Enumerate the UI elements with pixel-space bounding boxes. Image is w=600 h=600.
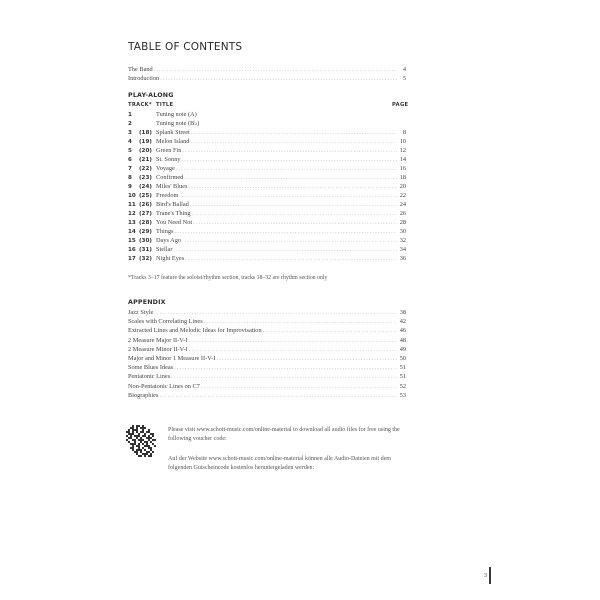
track-title: Days Ago <box>156 237 182 244</box>
footnote: *Tracks 3–17 feature the soloist/rhythm section, tracks 18–32 are rhythm section only <box>128 275 328 281</box>
appendix-entry <box>128 317 406 326</box>
track-page: 8 <box>402 129 406 136</box>
track-row <box>128 110 406 119</box>
dot-leader <box>190 137 397 146</box>
track-page: 20 <box>399 183 406 190</box>
track-title: Freedom <box>156 192 179 199</box>
entry-page: 49 <box>399 345 406 353</box>
entry-label: Jazz Style <box>128 309 154 316</box>
track-number: 10 <box>128 193 136 199</box>
track-row <box>128 236 406 245</box>
track-page: 32 <box>399 237 406 244</box>
rhythm-track-number: (22) <box>139 166 152 172</box>
column-header-track: TRACK* <box>128 102 152 108</box>
entry-label: Extracted Lines and Melodic Ideas for Improvisation <box>128 327 262 335</box>
track-title: Voyage <box>156 165 175 172</box>
track-title: Trane's Thing <box>156 210 191 217</box>
track-page: 24 <box>399 201 406 208</box>
appendix-entry <box>128 345 406 354</box>
toc-entry-introduction <box>128 74 406 83</box>
rhythm-track-number: (27) <box>139 211 152 217</box>
track-title: Green Fin <box>156 147 182 154</box>
track-row <box>128 245 406 254</box>
track-number: 8 <box>128 175 132 181</box>
dot-leader <box>204 317 397 326</box>
track-title: You Need Not <box>156 219 193 226</box>
entry-label: The Band <box>128 66 153 73</box>
track-row <box>128 155 406 164</box>
track-row <box>128 227 406 236</box>
entry-label: Major and Minor 1 Measure II-V-I <box>128 355 216 362</box>
appendix-entry <box>128 382 406 391</box>
entry-page: 46 <box>399 327 406 335</box>
rhythm-track-number: (18) <box>139 130 152 136</box>
track-page: 28 <box>399 219 406 226</box>
entry-page: 50 <box>399 355 406 362</box>
column-header-page: PAGE <box>392 102 409 108</box>
rhythm-track-number: (25) <box>139 193 152 199</box>
section-title-playalong: PLAY-ALONG <box>128 92 174 99</box>
track-title: St. Sonny <box>156 156 181 163</box>
dot-leader <box>191 128 397 137</box>
dot-leader <box>182 146 397 155</box>
entry-label: Pentatonic Lines <box>128 373 171 381</box>
track-page: 22 <box>399 192 406 199</box>
appendix-entry <box>128 336 406 345</box>
track-number: 14 <box>128 229 136 235</box>
dot-leader <box>192 209 397 218</box>
rhythm-track-number: (20) <box>139 148 152 154</box>
track-page: 18 <box>399 174 406 181</box>
rhythm-track-number: (29) <box>139 229 152 235</box>
dot-leader <box>171 372 397 381</box>
entry-label: Non-Pentatonic Lines on C7 <box>128 382 200 390</box>
track-row <box>128 164 406 173</box>
rhythm-track-number: (26) <box>139 202 152 208</box>
entry-label: Scales with Correlating Lines <box>128 318 203 326</box>
track-number: 12 <box>128 211 136 217</box>
track-title: Night Eyes <box>156 255 185 262</box>
entry-page: 52 <box>399 382 406 390</box>
track-title: Melon Island <box>156 138 190 145</box>
track-title: Things <box>156 228 174 235</box>
track-number: 4 <box>128 139 132 145</box>
dot-leader <box>174 363 397 372</box>
section-title-appendix: APPENDIX <box>128 299 166 306</box>
appendix-entry <box>128 308 406 317</box>
track-number: 9 <box>128 184 132 190</box>
track-title: Splank Street <box>156 129 190 136</box>
entry-label: Biographies <box>128 391 159 399</box>
dot-leader <box>188 182 397 191</box>
entry-page: 42 <box>399 318 406 326</box>
track-title: Stellar <box>156 246 173 253</box>
track-number: 15 <box>128 238 136 244</box>
entry-page: 48 <box>399 336 406 344</box>
track-row <box>128 254 406 263</box>
track-number: 5 <box>128 148 132 154</box>
dot-leader <box>185 254 397 263</box>
appendix-entry <box>128 391 406 400</box>
dot-leader <box>173 245 397 254</box>
entry-page: 51 <box>399 364 406 372</box>
track-page: 14 <box>399 156 406 163</box>
track-row <box>128 173 406 182</box>
entry-label: 2 Measure Major II-V-I <box>128 336 188 344</box>
toc-entry-the-band <box>128 65 406 74</box>
dot-leader <box>193 218 397 227</box>
dot-leader <box>154 308 397 317</box>
track-number: 6 <box>128 157 132 163</box>
entry-label: Introduction <box>128 75 160 82</box>
track-page: 34 <box>399 246 406 253</box>
track-row <box>128 128 406 137</box>
page-title: TABLE OF CONTENTS <box>128 41 243 53</box>
track-page: 26 <box>399 210 406 217</box>
rhythm-track-number: (30) <box>139 238 152 244</box>
rhythm-track-number: (23) <box>139 175 152 181</box>
track-row <box>128 218 406 227</box>
rhythm-track-number: (31) <box>139 247 152 253</box>
dot-leader <box>190 200 397 209</box>
entry-page: 38 <box>399 309 406 316</box>
track-number: 13 <box>128 220 136 226</box>
appendix-entry <box>128 354 406 363</box>
entry-page: 51 <box>399 373 406 381</box>
track-title: Miles' Blues <box>156 183 188 190</box>
page-edge-marker <box>489 567 491 584</box>
dot-leader <box>182 155 398 164</box>
dot-leader <box>188 336 397 345</box>
dot-leader <box>189 345 397 354</box>
track-row <box>128 137 406 146</box>
dot-leader <box>160 74 397 83</box>
track-number: 17 <box>128 256 136 262</box>
dot-leader <box>159 391 397 400</box>
dot-leader <box>182 236 397 245</box>
rhythm-track-number: (32) <box>139 256 152 262</box>
track-row <box>128 209 406 218</box>
track-row <box>128 146 406 155</box>
rhythm-track-number: (19) <box>139 139 152 145</box>
track-row <box>128 200 406 209</box>
track-number: 2 <box>128 121 132 127</box>
track-page: 16 <box>399 165 406 172</box>
appendix-entry <box>128 326 406 335</box>
voucher-instructions-english: Please visit www.schott-music.com/online-material to download all audio files for free using the following voucher code: <box>168 427 400 442</box>
dot-leader <box>201 382 397 391</box>
track-number: 11 <box>128 202 136 208</box>
track-title: Bird's Ballad <box>156 201 189 208</box>
appendix-entry <box>128 363 406 372</box>
track-number: 3 <box>128 130 132 136</box>
track-row <box>128 119 406 128</box>
track-number: 1 <box>128 112 132 118</box>
track-page: 12 <box>399 147 406 154</box>
dot-leader <box>175 227 398 236</box>
qr-code-icon <box>126 425 158 457</box>
dot-leader <box>184 173 397 182</box>
dot-leader <box>154 65 397 74</box>
track-page: 10 <box>399 138 406 145</box>
track-title: Tuning note (B♭) <box>156 120 200 127</box>
track-page: 30 <box>399 228 406 235</box>
appendix-entry <box>128 372 406 381</box>
track-row <box>128 191 406 200</box>
track-title: Tuning note (A) <box>156 111 197 118</box>
track-number: 16 <box>128 247 136 253</box>
dot-leader <box>216 354 397 363</box>
rhythm-track-number: (21) <box>139 157 152 163</box>
entry-label: 2 Measure Minor II-V-I <box>128 345 188 353</box>
rhythm-track-number: (24) <box>139 184 152 190</box>
rhythm-track-number: (28) <box>139 220 152 226</box>
track-page: 36 <box>399 255 406 262</box>
dot-leader <box>263 326 397 335</box>
track-row <box>128 182 406 191</box>
dot-leader <box>179 191 397 200</box>
entry-page: 5 <box>402 75 406 82</box>
entry-label: Some Blues Ideas <box>128 364 174 372</box>
voucher-instructions-german: Auf der Website www.schott-music.com/online-material können alle Audio-Dateien mit dem folgenden Gutscheincode kostenlos heruntergeladen werden: <box>168 456 391 471</box>
track-number: 7 <box>128 166 132 172</box>
page-number: 3 <box>484 573 487 579</box>
column-header-title: TITLE <box>156 102 174 108</box>
dot-leader <box>176 164 397 173</box>
entry-page: 53 <box>399 391 406 399</box>
track-title: Confirmed <box>156 174 184 181</box>
entry-page: 4 <box>402 66 406 73</box>
